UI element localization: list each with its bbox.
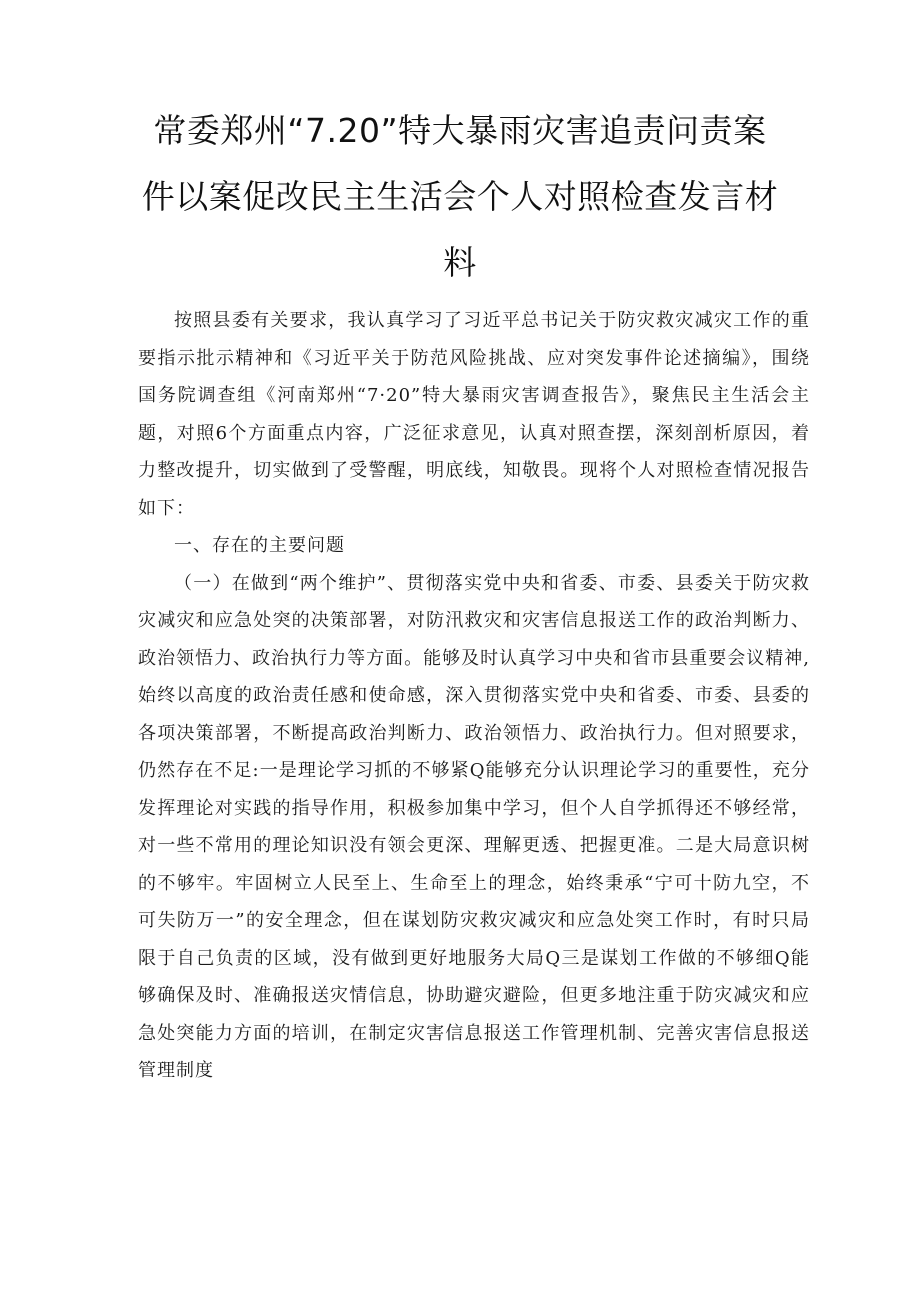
- body-paragraph: （一）在做到“两个维护”、贯彻落实党中央和省委、市委、县委关于防灾救灾减灾和应急处突的决策部署，对防汛救灾和灾害信息报送工作的政治判断力、政治领悟力、政治执行力等方面。能够及时认真学习中央和省市县重要会议精神,始终以高度的政治责任感和使命感，深入贯彻落实党中央和省委、市委、县委的各项决策部署，不断提高政治判断力、政治领悟力、政治执行力。但对照要求，仍然存在不足:一是理论学习抓的不够紧Q能够充分认识理论学习的重要性，充分发挥理论对实践的指导作用，积极参加集中学习，但个人自学抓得还不够经常，对一些不常用的理论知识没有领会更深、理解更透、把握更准。二是大局意识树的不够牢。牢固树立人民至上、生命至上的理念，始终秉承“宁可十防九空，不可失防万一”的安全理念，但在谋划防灾救灾减灾和应急处突工作时，有时只局限于自己负责的区域，没有做到更好地服务大局Q三是谋划工作做的不够细Q能够确保及时、准确报送灾情信息，协助避灾避险，但更多地注重于防灾减灾和应急处突能力方面的培训，在制定灾害信息报送工作管理机制、完善灾害信息报送管理制度: [138, 572, 810, 1081]
- title-line-2: 件以案促改民主生活会个人对照检查发言材: [141, 177, 779, 216]
- title-line-3: 料: [443, 243, 477, 282]
- document-title: [130, 98, 790, 296]
- intro-paragraph: 按照县委有关要求，我认真学习了习近平总书记关于防灾救灾减灾工作的重要指示批示精神和《习近平关于防范风险挑战、应对突发事件论述摘编》，围绕国务院调查组《河南郑州“7·20”特大暴雨灾害调查报告》，聚焦民主生活会主题，对照6个方面重点内容，广泛征求意见，认真对照查摆，深刻剖析原因，着力整改提升，切实做到了受警醒，明底线，知敬畏。现将个人对照检查情况报告如下：: [138, 310, 810, 519]
- title-line-1: 常委郑州“7.20”特大暴雨灾害追责问责案: [153, 111, 767, 150]
- section-heading: 一、存在的主要问题: [174, 535, 345, 556]
- document-body: [138, 302, 810, 1090]
